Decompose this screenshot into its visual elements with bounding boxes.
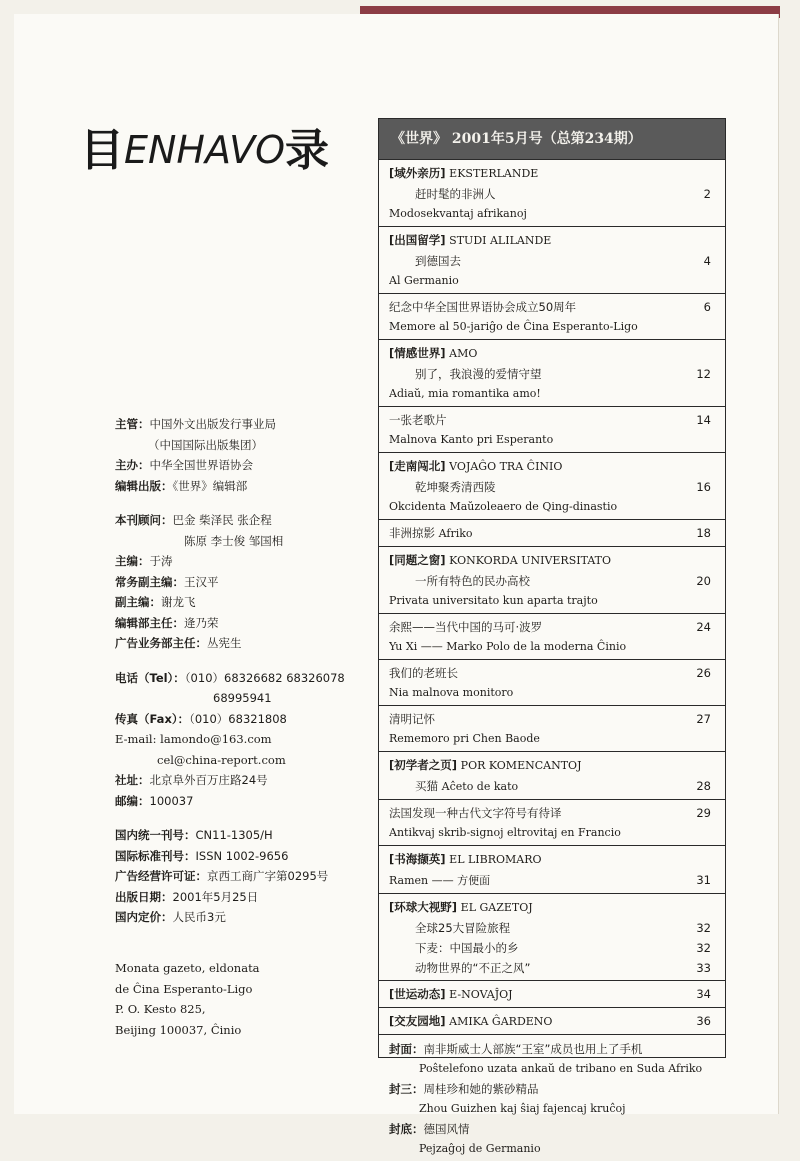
toc-entry[interactable] xyxy=(379,751,725,799)
toc-category-eo: AMO xyxy=(449,347,478,360)
value: 谢龙飞 xyxy=(161,595,196,609)
toc-line xyxy=(389,163,715,184)
toc-line xyxy=(389,776,715,797)
info-row xyxy=(115,887,365,908)
toc-line xyxy=(389,617,715,637)
toc-category: [同题之窗] xyxy=(389,553,446,567)
publisher-line: de Ĉina Esperanto-Ligo xyxy=(115,981,253,996)
toc-page-number: 34 xyxy=(696,987,711,1001)
toc-line xyxy=(389,550,715,571)
toc-line xyxy=(389,184,715,204)
toc-line xyxy=(389,1099,715,1119)
toc-page-number: 2 xyxy=(703,187,711,201)
toc-title-eo: Antikvaj skrib-signoj eltrovitaj en Francio xyxy=(389,826,621,839)
cover-label: 封面： xyxy=(389,1042,424,1056)
value: （中国国际出版集团） xyxy=(148,437,263,452)
toc-title-cn: 到德国去 xyxy=(415,254,461,268)
publisher-line: P. O. Kesto 825, xyxy=(115,1002,206,1016)
toc-line xyxy=(389,1059,715,1079)
toc-line xyxy=(389,251,715,271)
toc-page-number: 26 xyxy=(696,666,711,680)
info-row xyxy=(115,592,365,613)
toc-line xyxy=(389,364,715,384)
info-row xyxy=(115,510,365,531)
toc-entry[interactable] xyxy=(379,893,725,980)
toc-page-number: 16 xyxy=(696,480,711,494)
info-row xyxy=(115,476,365,497)
toc-entry[interactable] xyxy=(379,1007,725,1034)
toc-title-cn: 我们的老班长 xyxy=(389,666,458,680)
label: 电话（Tel）： xyxy=(115,670,185,685)
toc-title-cn: 乾坤聚秀清西陵 xyxy=(415,480,496,494)
title-left-char: 目 xyxy=(80,125,124,176)
toc-category-eo: VOJAĜO TRA ĈINIO xyxy=(449,460,563,473)
toc-page-number: 27 xyxy=(696,712,711,726)
toc-line xyxy=(389,1011,715,1032)
label: 常务副主编： xyxy=(115,574,184,589)
value: 逄乃荣 xyxy=(184,615,219,630)
cover-text-eo: Pejzaĝoj de Germanio xyxy=(419,1142,541,1155)
label: 国际标准刊号： xyxy=(115,848,196,863)
toc-category-eo: KONKORDA UNIVERSITATO xyxy=(449,554,612,567)
info-row xyxy=(115,729,365,750)
toc-line xyxy=(389,663,715,683)
toc-line xyxy=(389,984,715,1005)
toc-line xyxy=(389,938,715,958)
toc-category-eo: E-NOVAĴOJ xyxy=(449,988,513,1001)
toc-line xyxy=(389,204,715,224)
toc-category: [交友园地] xyxy=(389,1014,446,1028)
toc-line xyxy=(389,755,715,776)
toc-line xyxy=(389,456,715,477)
value: 丛宪生 xyxy=(207,636,242,650)
toc-title-cn: 法国发现一种古代文字符号有待译 xyxy=(389,806,562,820)
toc-entry[interactable] xyxy=(379,659,725,705)
value: 中华全国世界语协会 xyxy=(149,458,253,472)
toc-category-eo: EL GAZETOJ xyxy=(460,901,533,914)
cover-text-cn: 周桂珍和她的紫砂精品 xyxy=(423,1082,539,1096)
publisher-line: Monata gazeto, eldonata xyxy=(115,961,260,975)
label: 副主编： xyxy=(115,595,161,609)
toc-line xyxy=(389,497,715,517)
toc-line xyxy=(389,571,715,591)
label: 广告业务部主任： xyxy=(115,636,207,650)
label: 主办： xyxy=(115,458,150,472)
title-latin: ENHAVO xyxy=(124,128,286,172)
toc-entry[interactable] xyxy=(379,546,725,613)
toc-title-eo: Malnova Kanto pri Esperanto xyxy=(389,433,554,446)
label: 编辑部主任： xyxy=(115,615,184,630)
toc-line xyxy=(389,477,715,497)
toc-entry[interactable] xyxy=(379,226,725,293)
toc-line xyxy=(389,430,715,450)
toc-line xyxy=(389,317,715,337)
toc-title-eo: Afriko xyxy=(438,527,473,540)
info-row xyxy=(115,613,365,634)
toc-line xyxy=(389,410,715,430)
toc-line xyxy=(389,271,715,291)
info-row xyxy=(115,791,365,812)
toc-line xyxy=(389,637,715,657)
toc-title-cn: 余熙——当代中国的马可·波罗 xyxy=(389,620,543,634)
toc-title-eo: Adiaŭ, mia romantika amo! xyxy=(389,387,541,400)
info-row xyxy=(115,551,365,572)
toc-category: [出国留学] xyxy=(389,233,446,247)
value: 京西工商广字第0295号 xyxy=(207,869,329,883)
value: cel@china-report.com xyxy=(157,752,286,767)
value: 中国外文出版发行事业局 xyxy=(149,417,276,431)
label: 国内定价： xyxy=(115,910,173,924)
toc-category-eo: POR KOMENCANTOJ xyxy=(460,759,582,772)
value: 于涛 xyxy=(149,554,173,568)
toc-line xyxy=(389,591,715,611)
toc-line xyxy=(389,897,715,918)
toc-title-cn: 全球25大冒险旅程 xyxy=(415,921,511,935)
label: 出版日期： xyxy=(115,889,173,904)
toc-line xyxy=(389,803,715,823)
value: 2001年5月25日 xyxy=(172,889,259,904)
toc-page-number: 36 xyxy=(696,1014,711,1028)
label: 本刊顾问： xyxy=(115,513,173,527)
toc-line xyxy=(389,297,715,317)
value: ISSN 1002-9656 xyxy=(195,848,289,863)
value: 陈原 李士俊 邹国相 xyxy=(184,533,284,548)
toc-line xyxy=(389,823,715,843)
info-row xyxy=(115,633,365,654)
toc-entry[interactable] xyxy=(379,159,725,226)
value: 巴金 柴泽民 张企程 xyxy=(172,513,272,527)
toc-category: [域外亲历] xyxy=(389,166,446,180)
toc-entry[interactable] xyxy=(379,980,725,1007)
toc-title-cn: 清明记怀 xyxy=(389,712,435,726)
value: 人民币3元 xyxy=(172,910,226,924)
info-row xyxy=(115,770,365,791)
info-row xyxy=(115,750,365,771)
info-row xyxy=(115,435,365,456)
toc-header: 《世界》 2001年5月号（总第234期） xyxy=(379,119,725,159)
publisher-line: Beijing 100037, Ĉinio xyxy=(115,1022,242,1037)
toc-title-eo: Aĉeto de kato xyxy=(441,780,519,793)
toc-line xyxy=(389,918,715,938)
info-row xyxy=(115,825,365,846)
toc-title-cn: 一所有特色的民办高校 xyxy=(415,574,530,588)
toc-page-number: 6 xyxy=(703,300,711,314)
toc-page-number: 32 xyxy=(696,921,711,935)
toc-page-number: 20 xyxy=(696,574,711,588)
info-row xyxy=(115,688,365,709)
toc-page-number: 32 xyxy=(696,941,711,955)
toc-line xyxy=(389,343,715,364)
toc-title-cn: 买猫 xyxy=(415,779,438,793)
toc-entry[interactable] xyxy=(379,705,725,751)
toc-category: [书海撷英] xyxy=(389,852,446,866)
toc-title-cn: Ramen —— 方便面 xyxy=(389,874,491,887)
toc-category-eo: AMIKA ĜARDENO xyxy=(449,1015,553,1028)
label: E-mail: xyxy=(115,732,157,746)
toc-title-eo: Okcidenta Maŭzoleaero de Qing-dinastio xyxy=(389,500,618,513)
toc-line xyxy=(389,849,715,870)
toc-page-number: 28 xyxy=(696,779,711,793)
title-right-char: 录 xyxy=(285,125,330,176)
toc-line xyxy=(389,870,715,891)
toc-title-eo: Nia malnova monitoro xyxy=(389,686,514,699)
toc-page-number: 12 xyxy=(696,367,711,381)
cover-text-cn: 南非斯威士人部族“王室”成员也用上了手机 xyxy=(423,1042,643,1056)
toc-line xyxy=(389,384,715,404)
toc-title-cn: 纪念中华全国世界语协会成立50周年 xyxy=(389,300,577,314)
label: 广告经营许可证： xyxy=(115,869,207,883)
info-row xyxy=(115,572,365,593)
info-row xyxy=(115,668,365,689)
toc-category: [情感世界] xyxy=(389,346,446,360)
toc-category-eo: STUDI ALILANDE xyxy=(449,234,552,247)
label: 传真（Fax）： xyxy=(115,711,190,726)
toc-category: [走南闯北] xyxy=(389,459,446,473)
toc-title-cn: 赶时髦的非洲人 xyxy=(415,187,496,201)
toc-line xyxy=(389,709,715,729)
info-row xyxy=(115,455,365,476)
publisher-address xyxy=(115,958,365,1040)
page-title xyxy=(80,124,329,177)
toc-line xyxy=(389,729,715,749)
toc-entry[interactable] xyxy=(379,845,725,893)
toc-line xyxy=(389,1079,715,1099)
toc-title-cn: 非洲掠影 xyxy=(389,526,435,540)
toc-page-number: 33 xyxy=(696,961,711,975)
toc-page-number: 31 xyxy=(696,873,711,887)
toc-line xyxy=(389,958,715,978)
info-row xyxy=(115,709,365,730)
toc-page-number: 24 xyxy=(696,620,711,634)
toc-title-cn: 别了，我浪漫的爱情守望 xyxy=(415,367,542,381)
toc-line xyxy=(389,1139,715,1159)
toc-title-eo: Memore al 50-jariĝo de Ĉina Esperanto-Ligo xyxy=(389,320,638,333)
toc-entry[interactable] xyxy=(379,452,725,519)
value: 100037 xyxy=(149,793,194,808)
toc-title-eo: Modosekvantaj afrikanoj xyxy=(389,207,527,220)
toc-line xyxy=(389,1119,715,1139)
cover-text-cn: 德国风情 xyxy=(423,1122,470,1136)
value: CN11-1305/H xyxy=(195,828,273,842)
value: 北京阜外百万庄路24号 xyxy=(149,773,268,787)
info-row xyxy=(115,846,365,867)
cover-label: 封三： xyxy=(389,1082,424,1096)
label: 编辑出版： xyxy=(115,478,173,493)
value: lamondo@163.com xyxy=(160,732,272,746)
value: （010）68321808 xyxy=(189,711,287,726)
toc-page-number: 4 xyxy=(703,254,711,268)
toc-line xyxy=(389,683,715,703)
toc-category: [环球大视野] xyxy=(389,900,458,914)
label: 邮编： xyxy=(115,793,150,808)
toc-category: [初学者之页] xyxy=(389,758,458,772)
toc-title-cn: 动物世界的“不正之风” xyxy=(415,961,531,975)
label: 主编： xyxy=(115,554,150,568)
info-row xyxy=(115,866,365,887)
cover-text-eo: Zhou Guizhen kaj ŝiaj fajencaj kruĉoj xyxy=(419,1102,626,1115)
toc-entry[interactable] xyxy=(379,613,725,659)
toc-line xyxy=(389,523,715,544)
label: 主管： xyxy=(115,417,150,431)
cover-label: 封底： xyxy=(389,1122,424,1136)
toc-category-eo: EKSTERLANDE xyxy=(449,167,539,180)
value: （010）68326682 68326078 xyxy=(184,670,345,685)
cover-notes xyxy=(379,1034,725,1161)
value: 王汉平 xyxy=(184,574,219,589)
toc-title-cn: 下麦：中国最小的乡 xyxy=(415,941,519,955)
info-row xyxy=(115,414,365,435)
masthead-info xyxy=(115,414,365,928)
toc-title-cn: 一张老歌片 xyxy=(389,413,447,427)
label: 国内统一刊号： xyxy=(115,828,196,842)
toc-page-number: 18 xyxy=(696,526,711,540)
toc-category: [世运动态] xyxy=(389,987,446,1001)
toc-entry[interactable] xyxy=(379,406,725,452)
table-of-contents xyxy=(378,118,726,1155)
toc-title-eo: Privata universitato kun aparta trajto xyxy=(389,594,598,607)
toc-line xyxy=(389,1039,715,1059)
toc-category-eo: EL LIBROMARO xyxy=(449,853,542,866)
cover-text-eo: Poŝtelefono uzata ankaŭ de tribano en Suda Afriko xyxy=(419,1062,703,1075)
toc-page-number: 14 xyxy=(696,413,711,427)
info-row xyxy=(115,531,365,552)
toc-title-eo: Rememoro pri Chen Baode xyxy=(389,732,540,745)
toc-entry[interactable] xyxy=(379,339,725,406)
toc-line xyxy=(389,230,715,251)
info-row xyxy=(115,907,365,928)
toc-entry[interactable] xyxy=(379,293,725,339)
toc-entry[interactable] xyxy=(379,799,725,845)
value: 68995941 xyxy=(213,691,272,705)
toc-page-number: 29 xyxy=(696,806,711,820)
toc-title-eo: Yu Xi —— Marko Polo de la moderna Ĉinio xyxy=(389,640,627,653)
toc-title-eo: Al Germanio xyxy=(389,274,459,287)
value: 《世界》编辑部 xyxy=(172,478,248,493)
label: 社址： xyxy=(115,773,150,787)
toc-entry[interactable] xyxy=(379,519,725,546)
